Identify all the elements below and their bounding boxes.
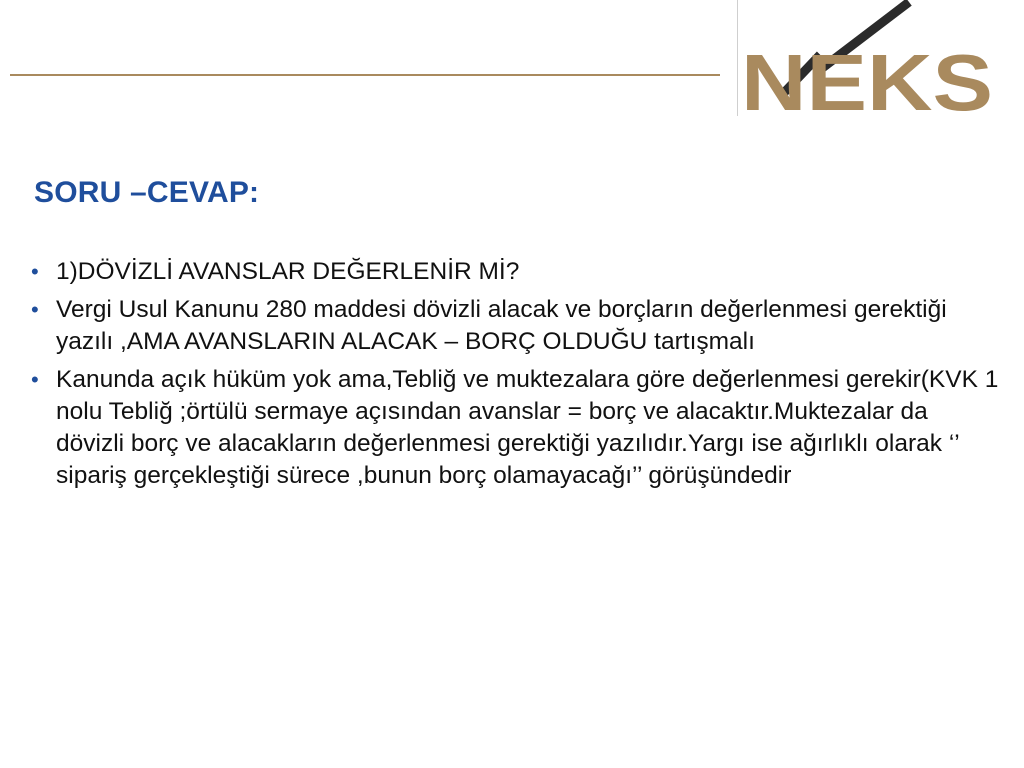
bullet-marker: • <box>31 297 39 322</box>
bullet-item <box>31 294 999 358</box>
bullet-item <box>31 256 999 288</box>
logo-divider-line <box>737 0 738 116</box>
neks-logo <box>739 0 999 116</box>
bullet-text: Kanunda açık hüküm yok ama,Tebliğ ve muktezalara göre değerlenmesi gerekir(KVK 1 nolu Tebliğ ;örtülü sermaye açısından avanslar = borç ve alacaktır.Muktezalar da dövizli borç ve alacakların değerlenmesi gerektiği yazılıdır.Yargı ise ağırlıklı olarak ‘’ sipariş gerçekleştiği sürece ,bunun borç olamayacağı’’ görüşündedir <box>56 366 999 489</box>
slide-title: SORU –CEVAP: <box>34 176 260 209</box>
bullet-item <box>31 364 999 492</box>
bullet-text: 1)DÖVİZLİ AVANSLAR DEĞERLENİR Mİ? <box>56 258 520 285</box>
bullet-marker: • <box>31 259 39 284</box>
bullet-text: Vergi Usul Kanunu 280 maddesi dövizli alacak ve borçların değerlenmesi gerektiği yazılı ,AMA AVANSLARIN ALACAK – BORÇ OLDUĞU tartışmalı <box>56 296 947 355</box>
bullet-list <box>31 256 999 498</box>
header-divider-line <box>10 74 720 76</box>
bullet-marker: • <box>31 367 39 392</box>
logo-wordmark: NEKS <box>741 38 993 116</box>
